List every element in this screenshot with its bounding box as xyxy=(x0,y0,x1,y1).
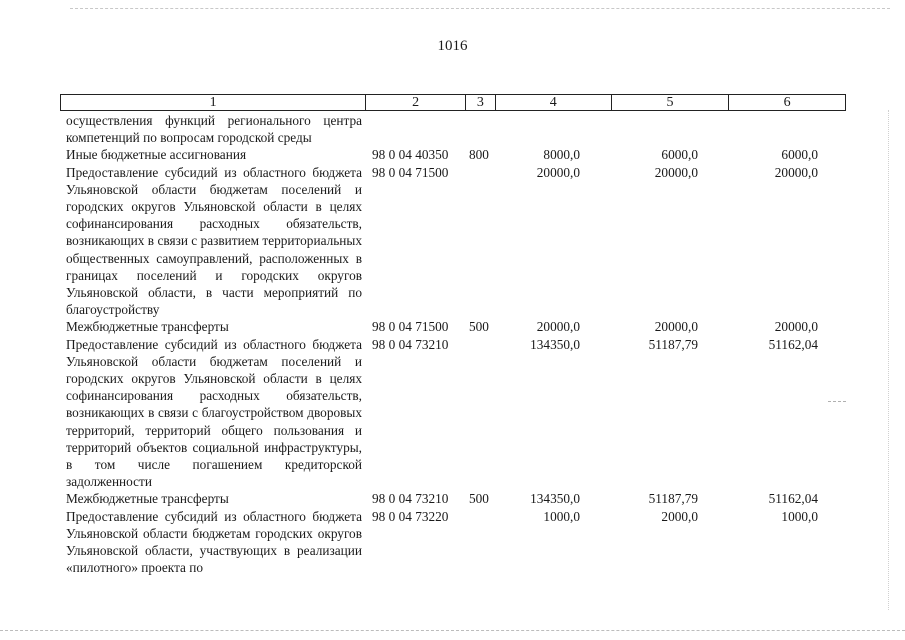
scan-edge-bottom xyxy=(0,630,905,631)
row-value-col4: 1000,0 xyxy=(543,508,580,524)
row-value-col5: 51187,79 xyxy=(648,336,698,352)
row-value-col6: 1000,0 xyxy=(781,508,818,524)
row-value-col6: 51162,04 xyxy=(768,336,818,352)
header-col-4: 4 xyxy=(496,95,612,110)
scan-edge-top xyxy=(70,8,890,9)
row-value-col6: 20000,0 xyxy=(774,319,818,335)
table-row xyxy=(66,164,856,319)
row-value-col6: 6000,0 xyxy=(781,147,818,163)
scan-edge-right xyxy=(888,110,889,610)
row-value-col5: 2000,0 xyxy=(661,508,698,524)
table-row xyxy=(66,318,856,335)
row-code: 98 0 04 40350 xyxy=(372,147,449,163)
row-value-col4: 20000,0 xyxy=(536,319,580,335)
row-description: Межбюджетные трансферты xyxy=(66,491,229,507)
row-description: Межбюджетные трансферты xyxy=(66,319,229,335)
table-row xyxy=(66,336,856,491)
row-value-col5: 20000,0 xyxy=(654,164,698,180)
row-expense-type: 500 xyxy=(469,319,489,335)
row-value-col4: 134350,0 xyxy=(530,336,580,352)
row-description: Предоставление субсидий из областного бюджета Ульяновской области бюджетам городских округов Ульяновской области, участвующих в реализации «пилотного» проекта по xyxy=(66,508,362,576)
row-value-col4: 134350,0 xyxy=(530,491,580,507)
row-code: 98 0 04 73210 xyxy=(372,336,449,352)
page-number: 1016 xyxy=(437,38,468,54)
row-description: осуществления функций регионального центра компетенций по вопросам городской среды xyxy=(66,113,362,146)
table-row xyxy=(66,146,856,163)
row-description: Иные бюджетные ассигнования xyxy=(66,147,247,163)
row-value-col4: 20000,0 xyxy=(536,164,580,180)
header-col-6: 6 xyxy=(783,95,791,110)
table-row xyxy=(66,490,856,507)
table-header xyxy=(60,94,846,111)
row-description: Предоставление субсидий из областного бюджета Ульяновской области бюджетам поселений и городских округов Ульяновской области в целях софинансирования расходных обязательств, возникающих в связи с благоустройством дворовых территорий, территорий общего пользования и территорий объектов социальной инфраструктуры, в том числе погашением кредиторской задолженности xyxy=(66,336,362,490)
table-body xyxy=(66,112,856,576)
row-code: 98 0 04 73220 xyxy=(372,508,449,524)
row-value-col6: 51162,04 xyxy=(768,491,818,507)
row-value-col5: 20000,0 xyxy=(654,319,698,335)
row-expense-type: 500 xyxy=(469,491,489,507)
header-col-3: 3 xyxy=(466,95,496,110)
header-col-5: 5 xyxy=(612,95,730,110)
table-row xyxy=(66,112,856,146)
row-value-col5: 51187,79 xyxy=(648,491,698,507)
row-value-col6: 20000,0 xyxy=(774,164,818,180)
row-code: 98 0 04 73210 xyxy=(372,491,449,507)
table-row xyxy=(66,508,856,577)
row-description: Предоставление субсидий из областного бюджета Ульяновской области бюджетам поселений и городских округов Ульяновской области в целях софинансирования расходных обязательств, возникающих в связи с развитием территориальных общественных самоуправлений, расположенных в границах поселений и городских округов Ульяновской области, в части мероприятий по благоустройству xyxy=(66,164,362,318)
row-code: 98 0 04 71500 xyxy=(372,319,449,335)
row-value-col4: 8000,0 xyxy=(543,147,580,163)
row-code: 98 0 04 71500 xyxy=(372,164,449,180)
row-value-col5: 6000,0 xyxy=(661,147,698,163)
header-col-2: 2 xyxy=(366,95,466,110)
row-expense-type: 800 xyxy=(469,147,489,163)
header-col-1: 1 xyxy=(61,95,366,110)
